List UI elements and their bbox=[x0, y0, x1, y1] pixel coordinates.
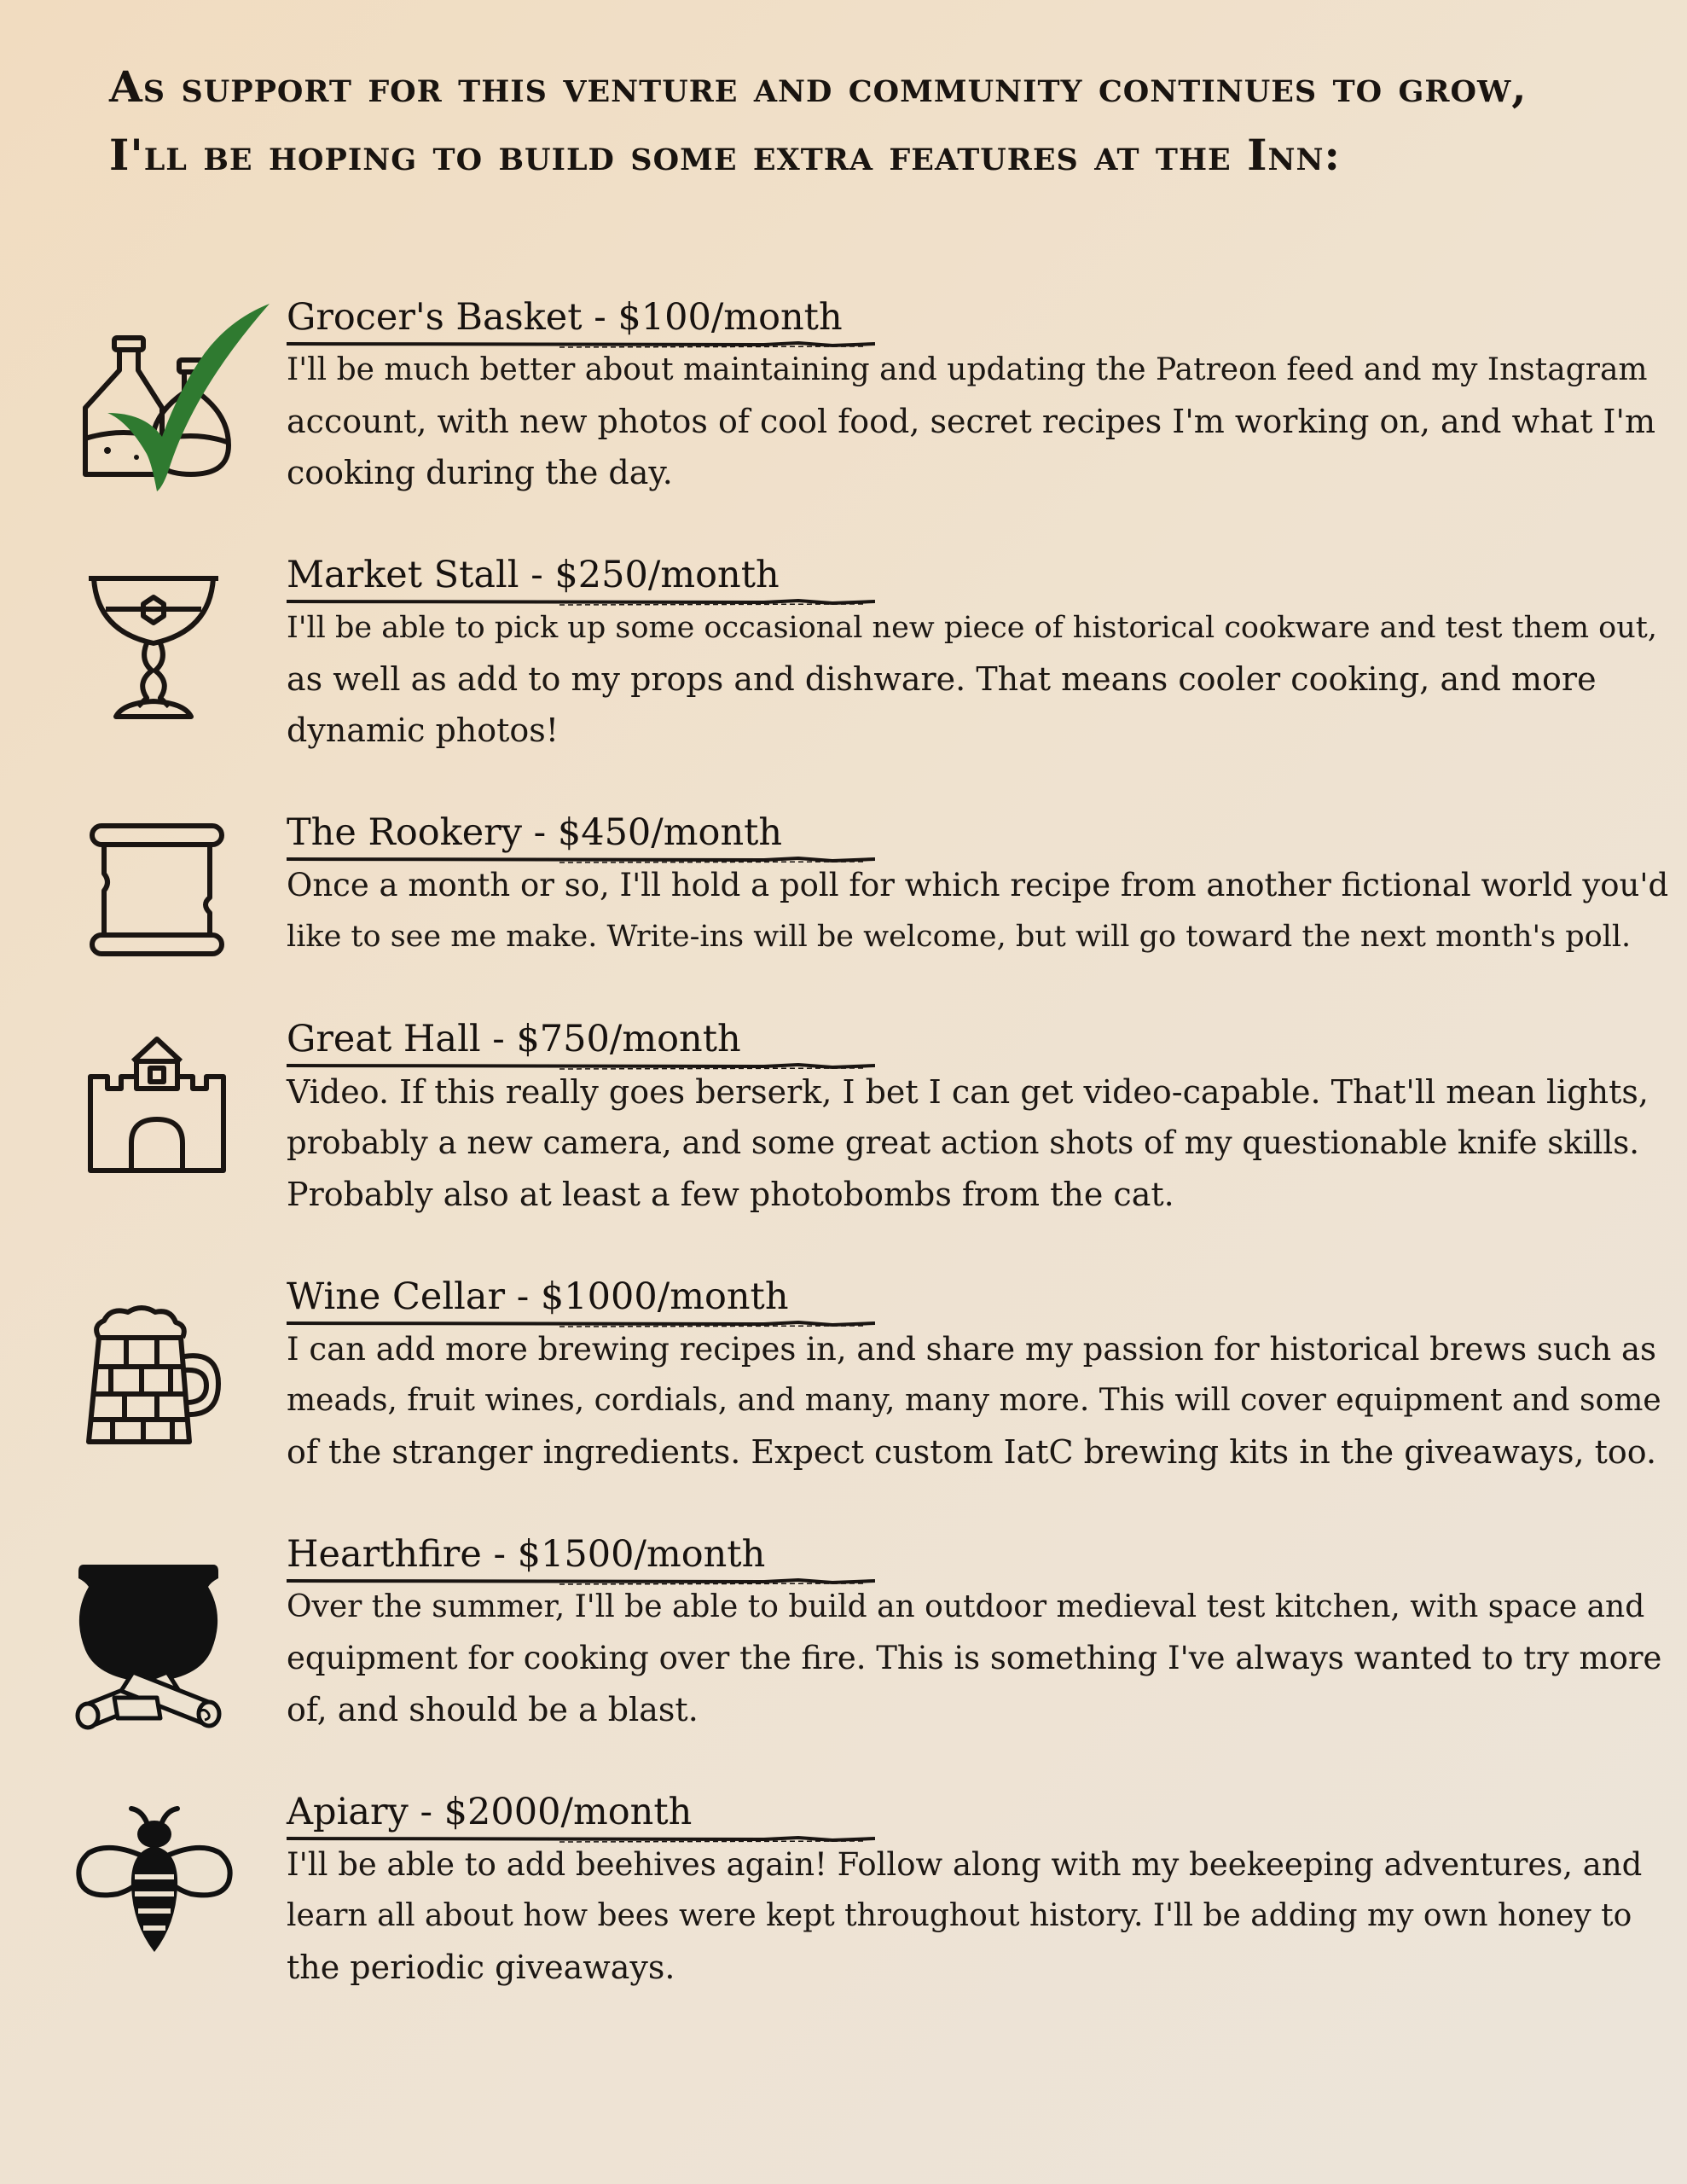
tankard-icon bbox=[82, 1304, 227, 1449]
tier-title: Hearthfire - $1500/month bbox=[287, 1533, 766, 1576]
description-line: of, and should be a blast. bbox=[287, 1691, 699, 1728]
tier-description bbox=[287, 602, 1668, 756]
description-line: meads, fruit wines, cordials, and many, many more. This will cover equipment and some bbox=[287, 1383, 1661, 1418]
description-line: the periodic giveaways. bbox=[287, 1949, 675, 1986]
description-line: I can add more brewing recipes in, and share my passion for historical brews such as bbox=[287, 1331, 1657, 1368]
intro-line-2: I'll be hoping to build some extra features at the Inn: bbox=[109, 130, 1341, 180]
description-line: account, with new photos of cool food, secret recipes I'm working on, and what I'm bbox=[287, 403, 1656, 440]
description-line: Over the summer, I'll be able to build an outdoor medieval test kitchen, with space and bbox=[287, 1589, 1645, 1624]
description-line: Once a month or so, I'll hold a poll for which recipe from another fictional world you'd bbox=[287, 867, 1669, 903]
goblet-icon bbox=[85, 572, 222, 725]
tier-description bbox=[287, 1066, 1668, 1220]
description-line: probably a new camera, and some great action shots of my questionable knife skills. bbox=[287, 1124, 1639, 1161]
description-line: cooking during the day. bbox=[287, 454, 673, 491]
description-line: I'll be able to pick up some occasional new piece of historical cookware and test them out, bbox=[287, 611, 1657, 645]
description-line: dynamic photos! bbox=[287, 712, 559, 749]
cauldron-fire-icon bbox=[72, 1561, 225, 1735]
castle-icon bbox=[89, 1036, 225, 1172]
scroll-icon bbox=[89, 822, 225, 959]
tier-title: Market Stall - $250/month bbox=[287, 554, 780, 596]
tier-title: Great Hall - $750/month bbox=[287, 1018, 741, 1060]
checkmark-icon bbox=[102, 293, 273, 498]
description-line: like to see me make. Write-ins will be welcome, but will go toward the next month's poll. bbox=[287, 920, 1632, 954]
tier-description bbox=[287, 1582, 1668, 1735]
bee-icon bbox=[75, 1805, 234, 1959]
description-line: Video. If this really goes berserk, I bet I can get video-capable. That'll mean lights, bbox=[287, 1073, 1649, 1111]
tier-description bbox=[287, 345, 1668, 498]
tier-description bbox=[287, 1839, 1668, 1993]
description-line: learn all about how bees were kept throughout history. I'll be adding my own honey to bbox=[287, 1898, 1632, 1933]
tier-title: The Rookery - $450/month bbox=[287, 811, 783, 854]
intro-heading bbox=[109, 53, 1627, 189]
intro-line-1: As support for this venture and community continues to grow, bbox=[109, 61, 1528, 112]
tier-title: Wine Cellar - $1000/month bbox=[287, 1275, 789, 1318]
description-line: I'll be much better about maintaining and updating the Patreon feed and my Instagram bbox=[287, 352, 1648, 387]
tier-title: Apiary - $2000/month bbox=[287, 1791, 693, 1833]
description-line: I'll be able to add beehives again! Follow along with my beekeeping adventures, and bbox=[287, 1846, 1643, 1883]
description-line: as well as add to my props and dishware. That means cooler cooking, and more bbox=[287, 660, 1597, 698]
description-line: Probably also at least a few photobombs from the cat. bbox=[287, 1176, 1174, 1213]
description-line: of the stranger ingredients. Expect custom IatC brewing kits in the giveaways, too. bbox=[287, 1433, 1657, 1471]
tier-description bbox=[287, 860, 1668, 962]
description-line: equipment for cooking over the fire. This is something I've always wanted to try more bbox=[287, 1640, 1662, 1676]
tier-description bbox=[287, 1324, 1668, 1478]
tier-title: Grocer's Basket - $100/month bbox=[287, 296, 843, 339]
